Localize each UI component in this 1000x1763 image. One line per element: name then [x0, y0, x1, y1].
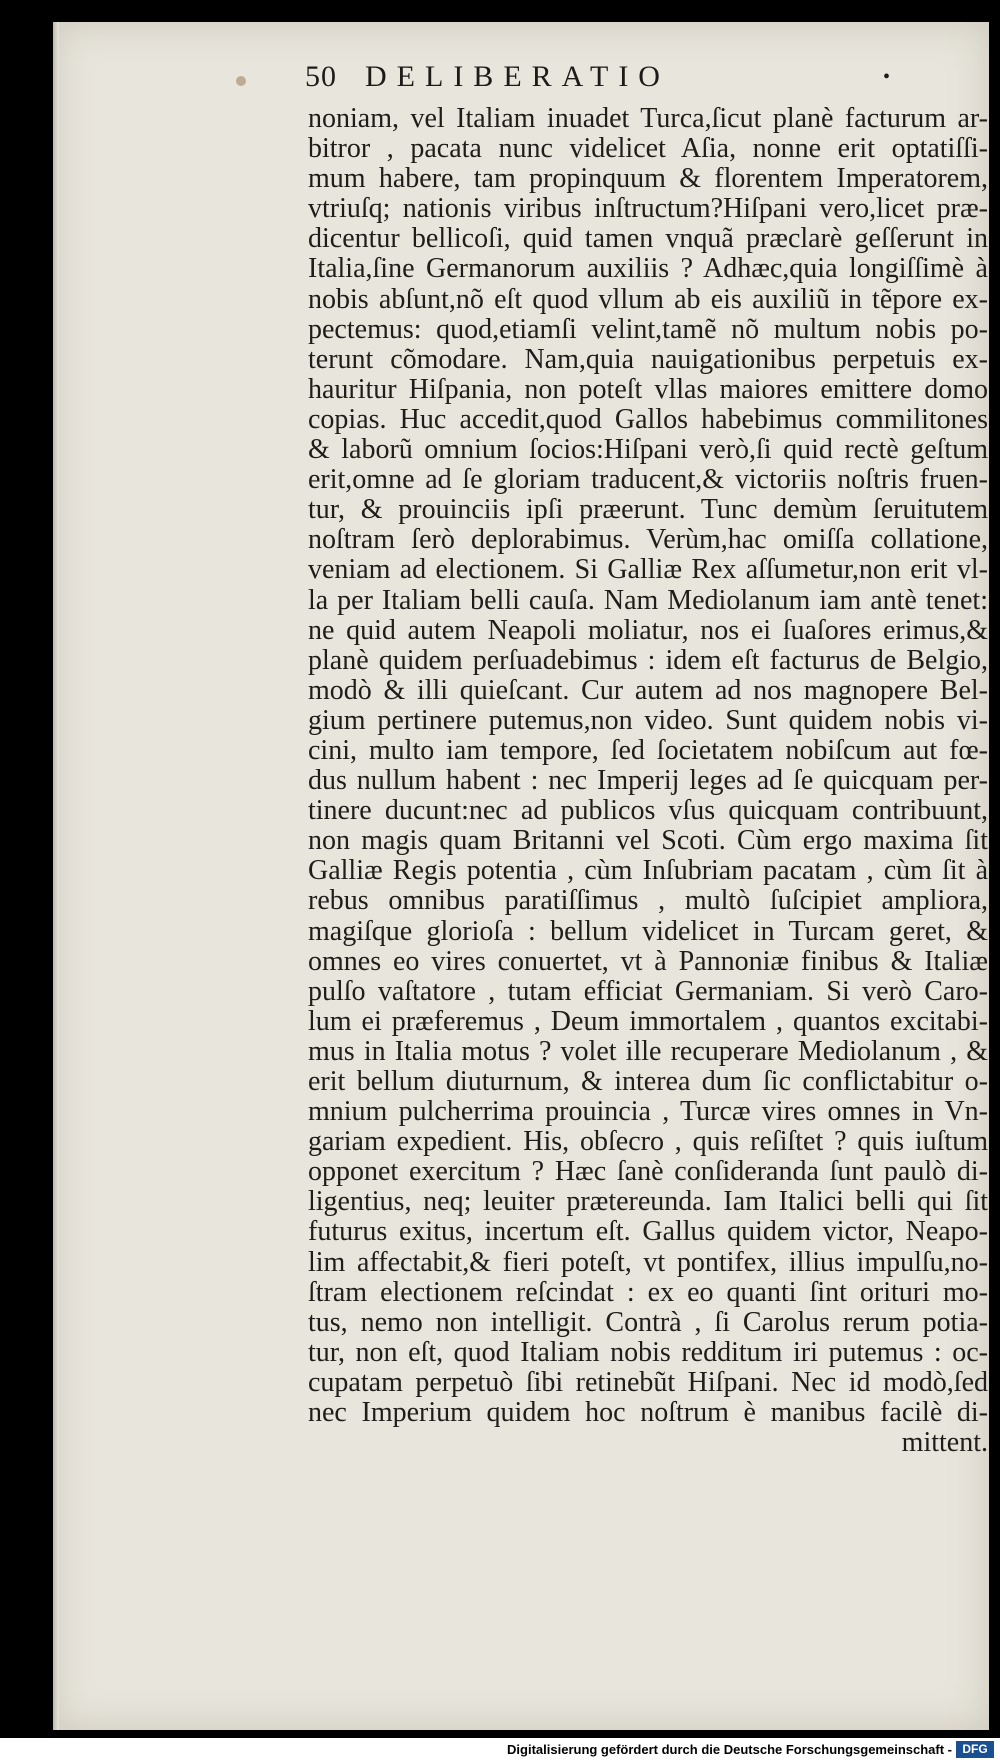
text-line: & laborũ omnium ſocios:Hiſpani verò,ſi quid rectè geſtum [308, 434, 988, 466]
running-title: DELIBERATIO [365, 60, 670, 93]
text-line: tur, & prouinciis ipſi præerunt. Tunc demùm ſeruitutem [308, 494, 988, 526]
digitization-footer [0, 1738, 1000, 1763]
text-line: copias. Huc accedit,quod Gallos habebimus commilitones [308, 403, 988, 435]
text-line: bitror , pacata nunc videlicet Aſia, nonne erit optatiſſi- [308, 133, 988, 165]
text-line: hauritur Hiſpania, non poteſt vllas maiores emittere domo [308, 373, 988, 405]
text-line: tur, non eſt, quod Italiam nobis redditum iri putemus : oc- [308, 1336, 988, 1368]
text-line: futurus exitus, incertum eſt. Gallus quidem victor, Neapo- [308, 1216, 988, 1248]
text-line: veniam ad electionem. Si Galliæ Rex aſſumetur,non erit vl- [308, 554, 988, 586]
text-line: tinere ducunt:nec ad publicos vſus quicquam contribuunt, [308, 795, 988, 827]
text-line: dicentur bellicoſi, quid tamen vnquã præclarè geſſerunt in [308, 223, 988, 255]
text-line: omnes eo vires conuertet, vt à Pannoniæ finibus & Italiæ [308, 945, 988, 977]
page-header [305, 58, 945, 108]
text-line: erit,omne ad ſe gloriam traducent,& victoriis noſtris fruen- [308, 464, 988, 496]
text-line: dus nullum habent : nec Imperij leges ad ſe quicquam per- [308, 765, 988, 797]
footer-credit: Digitalisierung gefördert durch die Deutsche Forschungsgemeinschaft - [507, 1742, 952, 1757]
text-line: pulſo vaſtatore , tutam efficiat Germaniam. Si verò Caro- [308, 975, 988, 1007]
text-line: lim affectabit,& fieri poteſt, vt pontifex, illius impulſu,no- [308, 1246, 988, 1278]
page-gutter-edge [53, 22, 59, 1730]
text-line: magiſque glorioſa : bellum videlicet in Turcam geret, & [308, 915, 988, 947]
text-line: mum habere, tam propinquum & florentem Imperatorem, [308, 163, 988, 195]
text-line: noſtram ſerò deplorabimus. Verùm,hac omiſſa collatione, [308, 524, 988, 556]
text-line: nobis abſunt,nõ eſt quod vllum ab eis auxiliũ in tẽpore ex- [308, 283, 988, 315]
text-line: noniam, vel Italiam inuadet Turca,ſicut planè facturum ar- [308, 103, 988, 134]
text-line: tus, nemo non intelligit. Contrà , ſi Carolus rerum potia- [308, 1306, 988, 1338]
catchword: mittent. [901, 1427, 988, 1459]
text-line: vtriuſq; nationis viribus inſtructum?Hiſpani vero,licet præ- [308, 193, 988, 225]
text-line: mnium pulcherrima prouincia , Turcæ vires omnes in Vn- [308, 1096, 988, 1128]
text-line: gariam expedient. His, obſecro , quis reſiſtet ? quis iuſtum [308, 1126, 988, 1158]
text-line: erit bellum diuturnum, & interea dum ſic conflictabitur o- [308, 1066, 988, 1097]
body-text [308, 104, 988, 1458]
text-line: modò & illi quieſcant. Cur autem ad nos magnopere Bel- [308, 674, 988, 706]
text-line: cini, multo iam tempore, ſed ſocietatem nobiſcum aut fœ- [308, 734, 988, 766]
page-number: 50 [305, 60, 337, 93]
text-line: non magis quam Britanni vel Scoti. Cùm ergo maxima ſit [308, 825, 988, 857]
text-line: la per Italiam belli cauſa. Nam Mediolanum iam antè tenet: [308, 584, 988, 616]
text-line: mus in Italia motus ? volet ille recuperare Mediolanum , & [308, 1035, 988, 1067]
text-line: ne quid autem Neapoli moliatur, nos ei ſuaſores erimus,& [308, 614, 988, 646]
text-line: ſtram electionem reſcindat : ex eo quanti ſint orituri mo- [308, 1276, 988, 1308]
text-line: nec Imperium quidem hoc noſtrum è manibus facilè di- [308, 1397, 988, 1429]
text-line: ligentius, neq; leuiter prætereunda. Iam Italici belli qui ſit [308, 1186, 988, 1218]
text-line: opponet exercitum ? Hæc ſanè conſideranda ſunt paulò di- [308, 1156, 988, 1188]
text-line: Italia,ſine Germanorum auxiliis ? Adhæc,quia longiſſimè à [308, 253, 988, 285]
text-line: planè quidem perſuadebimus : idem eſt facturus de Belgio, [308, 644, 988, 676]
text-line: gium pertinere putemus,non video. Sunt quidem nobis vi- [308, 704, 988, 736]
text-line: terunt cõmodare. Nam,quia nauigationibus perpetuis ex- [308, 343, 988, 375]
text-line: pectemus: quod,etiamſi velint,tamẽ nõ multum nobis po- [308, 313, 988, 345]
dfg-logo-icon: DFG [956, 1741, 994, 1758]
text-line: lum ei præferemus , Deum immortalem , quantos excitabi- [308, 1005, 988, 1037]
text-line: rebus omnibus paratiſſimus , multò ſuſcipiet ampliora, [308, 885, 988, 917]
paper-stain [236, 76, 246, 86]
text-line: cupatam perpetuò ſibi retinebũt Hiſpani. Nec id modò,ſed [308, 1366, 988, 1398]
text-line: Galliæ Regis potentia , cùm Inſubriam pacatam , cùm ſit à [308, 855, 988, 887]
ornament: • [882, 66, 890, 88]
